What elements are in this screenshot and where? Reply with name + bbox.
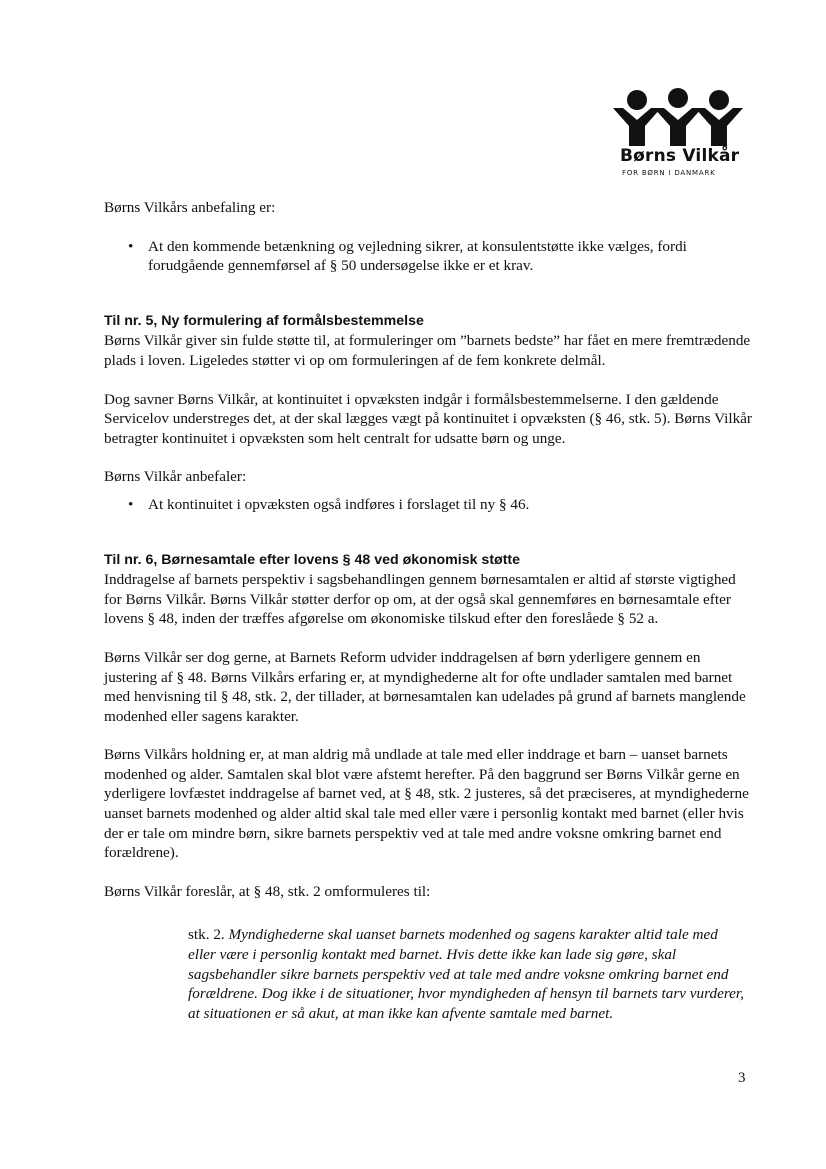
quote-prefix: stk. 2.: [188, 926, 229, 944]
children-figures-icon: [613, 86, 743, 146]
recommendation-bullet-1: • At den kommende betænkning og vejledning sikrer, at konsulentstøtte ikke vælges, fordi forudgående gennemførsel af § 50 undersøgelse ikke er et krav.: [104, 237, 754, 276]
paragraph-5a: Børns Vilkår giver sin fulde støtte til, at formuleringer om ”barnets bedste” har fået en mere fremtrædende plads i loven. Ligeledes støtter vi op om formuleringen af de fem konkrete delmål.: [104, 332, 751, 369]
quote-text: Myndighederne skal uanset barnets modenhed og sagens karakter altid tale med eller være i personlig kontakt med barnet. Hvis dette ikke kan lade sig gøre, skal sagsbehandler sikre barnets perspektiv ved at tale med andre voksne omkring barnet end forældrene. Dog ikke i de situationer, hvor myndigheden af hensyn til barnets tarv vurderer, at situationen er så akut, at man ikke kan afvente samtale med barnet.: [188, 926, 744, 1022]
section-heading-5: Til nr. 5, Ny formulering af formålsbestemmelse: [104, 312, 424, 329]
recommendation-bullet-2: • At kontinuitet i opvæksten også indføres i forslaget til ny § 46.: [104, 495, 754, 515]
section-heading-6: Til nr. 6, Børnesamtale efter lovens § 48 ved økonomisk støtte: [104, 551, 521, 568]
proposed-wording-quote: [188, 925, 748, 1023]
page-number: 3: [738, 1070, 746, 1086]
paragraph-6a: Inddragelse af barnets perspektiv i sagsbehandlingen gennem børnesamtalen er altid af største vigtighed for Børns Vilkår. Børns Vilkår støtter derfor op om, at der også skal gennemføres en børnesamtale efter lovens § 48, inden der træffes afgørelse om økonomiske tilskud efter den foreslåede § 52 a.: [104, 571, 736, 628]
paragraph-6b: Børns Vilkår ser dog gerne, at Barnets Reform udvider inddragelsen af børn yderligere gennem en justering af § 48. Børns Vilkårs erfaring er, at myndighederne alt for ofte undlader samtalen med barnet med henvisning til § 48, stk. 2, der tillader, at børnesamtalen kan udelades på grund af barnets manglende modenhed eller sagens karakter.: [104, 648, 746, 725]
paragraph-5b: Dog savner Børns Vilkår, at kontinuitet i opvæksten indgår i formålsbestemmelserne. I den gældende Servicelov understreges det, at der skal lægges vægt på kontinuitet i opvæksten (§ 46, stk. 5). Børns Vilkår betragter kontinuitet i opvæksten som helt centralt for udsatte børn og unge.: [104, 390, 752, 447]
logo-tagline: FOR BØRN I DANMARK: [622, 169, 716, 177]
logo-name: Børns Vilkår: [620, 146, 740, 166]
recommendation-intro-1: Børns Vilkårs anbefaling er:: [104, 199, 276, 216]
paragraph-6c: Børns Vilkårs holdning er, at man aldrig må undlade at tale med eller inddrage et barn – uanset barnets modenhed og alder. Samtalen skal blot være afstemt herefter. På den baggrund ser Børns Vilkår gerne en yderligere lovfæstet inddragelse af barnet ved, at § 48, stk. 2 justeres, så det præciseres, at myndighederne uanset barnets modenhed og alder altid skal tale med eller være i personlig kontakt med barnet (eller hvis der er tale om mindre børn, sikre barnets perspektiv ved at tale med andre voksne omkring barnet end forældrene).: [104, 746, 749, 862]
paragraph-6d: Børns Vilkår foreslår, at § 48, stk. 2 omformuleres til:: [104, 882, 431, 900]
recommendation-intro-2: Børns Vilkår anbefaler:: [104, 468, 247, 486]
borns-vilkar-logo: [605, 86, 760, 186]
document-body: [104, 198, 754, 1023]
